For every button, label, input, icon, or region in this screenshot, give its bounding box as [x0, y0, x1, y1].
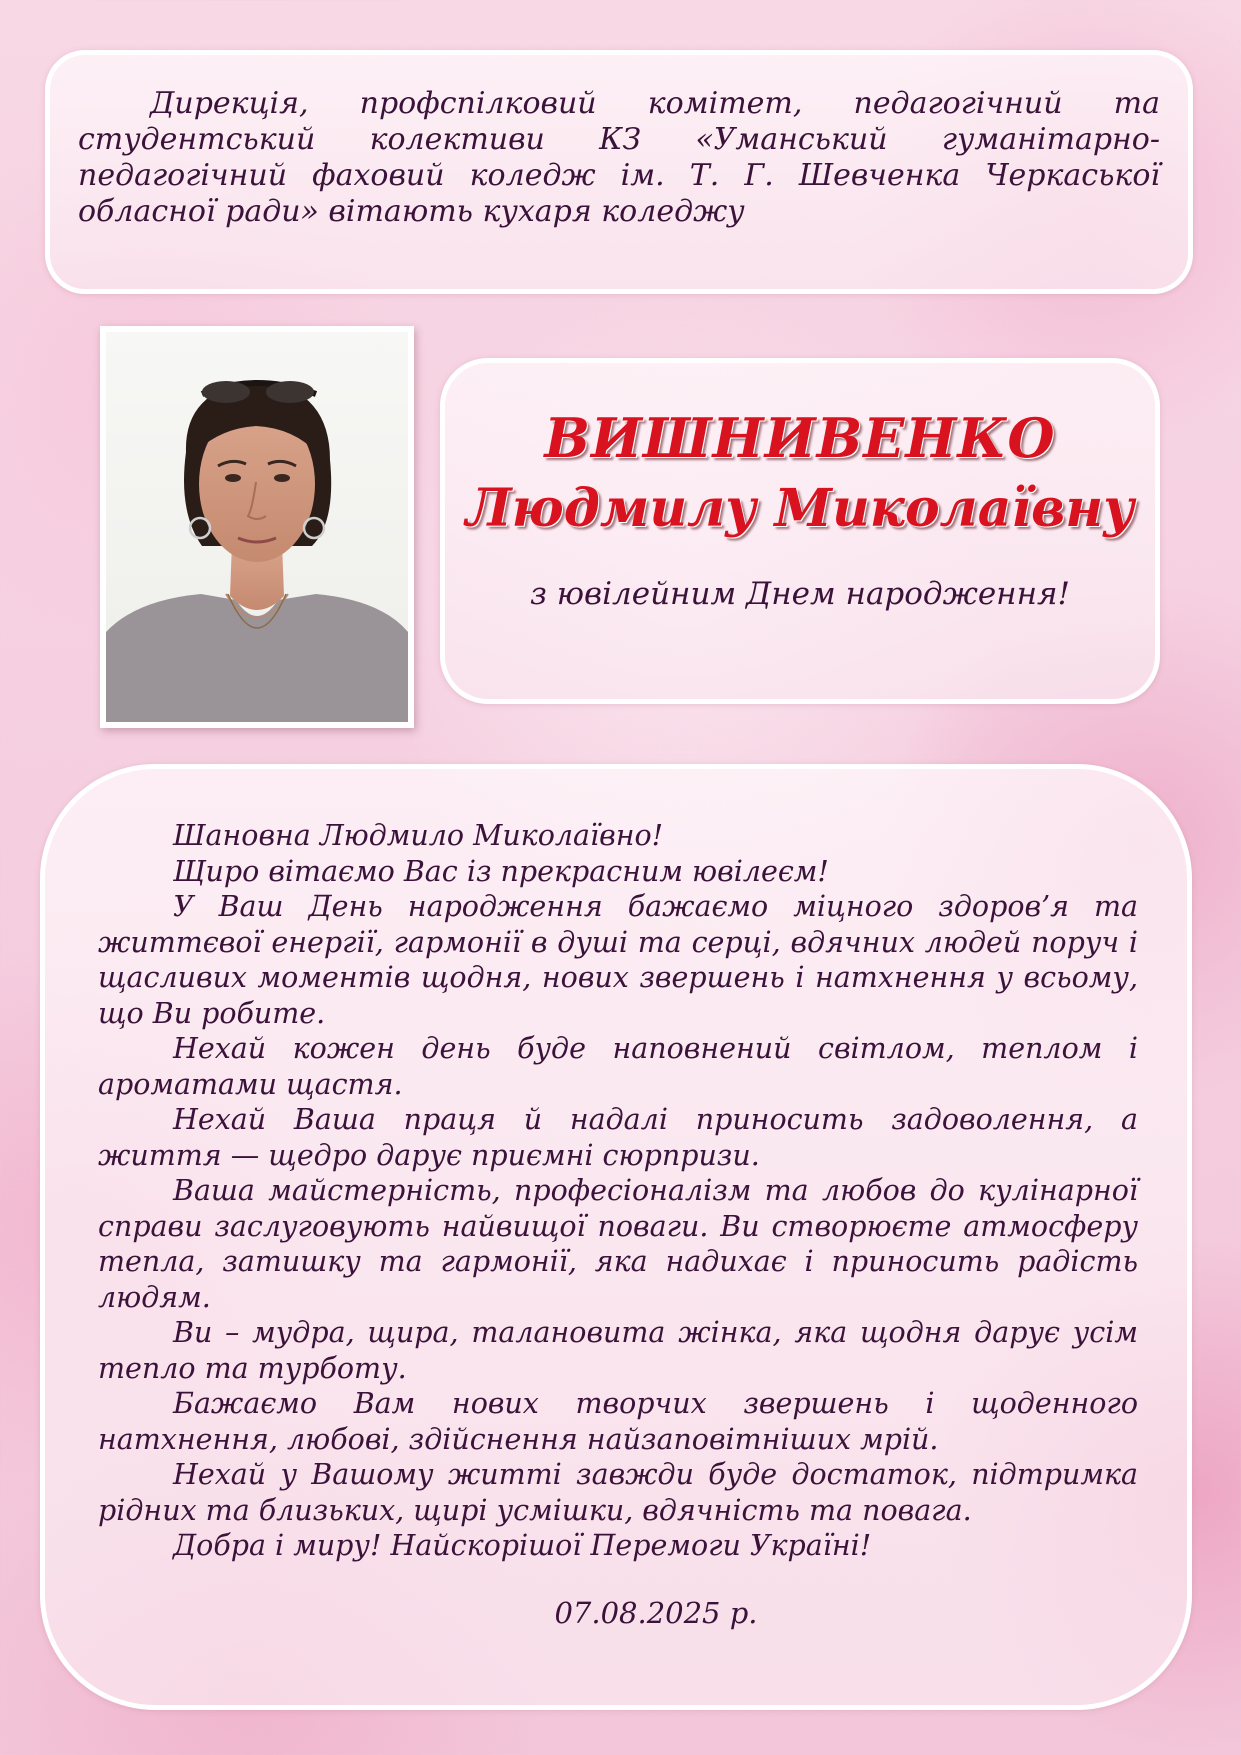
letter-paragraph: Добра і миру! Найскорішої Перемоги Україні!	[173, 1529, 872, 1562]
honoree-given-name: Людмилу Миколаївну	[465, 478, 1135, 539]
letter-date: 07.08.2025 р.	[554, 1596, 758, 1630]
letter-paragraph: Ви – мудра, щира, талановита жінка, яка щодня дарує усім тепло та турботу.	[98, 1316, 1138, 1385]
portrait-photo	[106, 332, 408, 722]
honoree-surname: ВИШНИВЕНКО	[544, 406, 1056, 470]
portrait-photo-frame	[100, 326, 414, 728]
letter-paragraph: Шановна Людмило Миколаївно!	[173, 819, 664, 852]
letter-body	[98, 818, 1138, 1564]
letter-paragraph: Нехай у Вашому житті завжди буде достаток, підтримка рідних та близьких, щирі усмішки, вдячність та повага.	[98, 1458, 1138, 1527]
intro-body: Дирекція, профспілковий комітет, педагогічний та студентський колективи КЗ «Уманський гуманітарно-педагогічний фаховий коледж ім. Т. Г. Шевченка Черкаської обласної ради» вітають кухаря коледжу	[78, 86, 1160, 229]
letter-paragraph: У Ваш День народження бажаємо міцного здоров’я та життєвої енергії, гармонії в душі та серці, вдячних людей поруч і щасливих моментів щодня, нових звершень і натхнення у всьому, що Ви робите.	[98, 890, 1138, 1030]
letter-paragraph: Щиро вітаємо Вас із прекрасним ювілеєм!	[173, 854, 829, 888]
letter-paragraph: Ваша майстерність, професіоналізм та любов до кулінарної справи заслуговують найвищої поваги. Ви створюєте атмосферу тепла, затишку та гармонії, яка надихає і приносить радість людям.	[98, 1174, 1138, 1314]
letter-paragraph: Бажаємо Вам нових творчих звершень і щоденного натхнення, любові, здійснення найзаповітніших мрій.	[98, 1387, 1138, 1456]
letter-paragraph: Нехай кожен день буде наповнений світлом, теплом і ароматами щастя.	[98, 1032, 1138, 1101]
intro-text	[78, 86, 1160, 230]
letter-paragraph: Нехай Ваша праця й надалі приносить задоволення, а життя — щедро дарує приємні сюрпризи.	[98, 1103, 1138, 1172]
greeting-line: з ювілейним Днем народження!	[530, 576, 1070, 612]
